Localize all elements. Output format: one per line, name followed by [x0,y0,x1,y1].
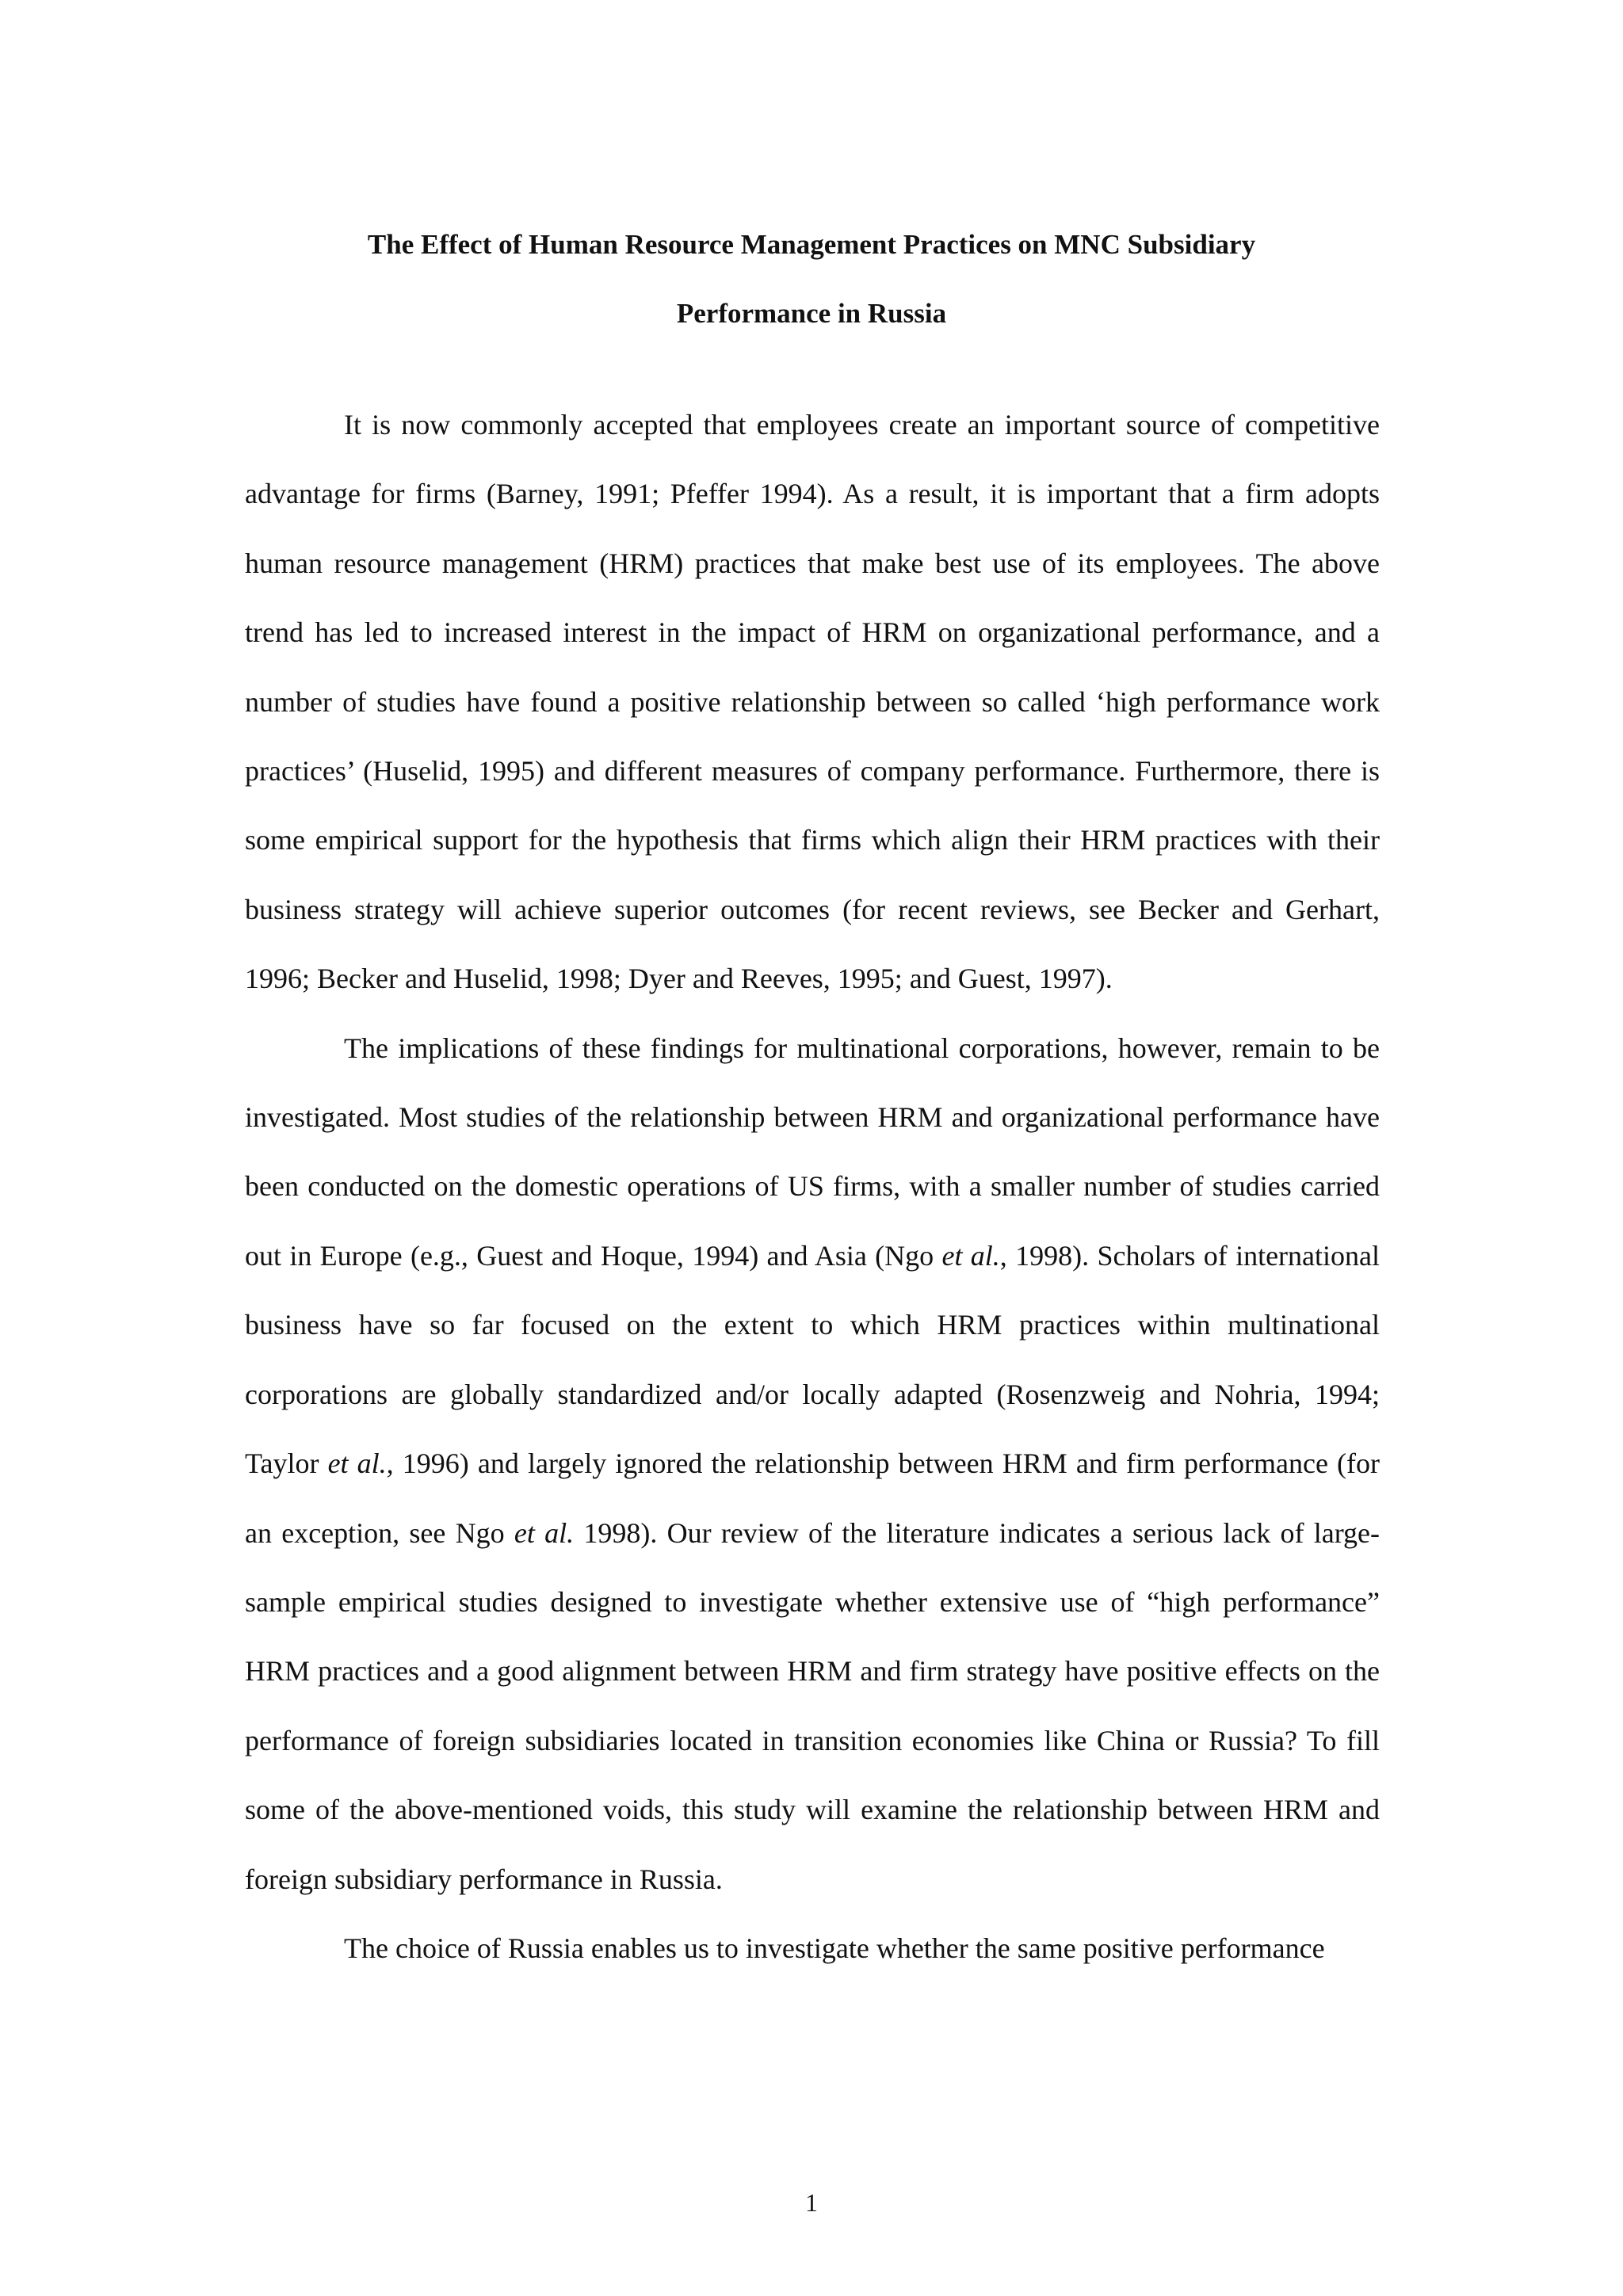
paragraph-1: It is now commonly accepted that employees create an important source of competitive advantage for firms (Barney, 1991; Pfeffer 1994). As a result, it is important that a firm adopts human resource management (HRM) practices that make best use of its employees. The above trend has led to increased interest in the impact of HRM on organizational performance, and a number of studies have found a positive relationship between so called ‘high performance work practices’ (Huselid, 1995) and different measures of company performance. Furthermore, there is some empirical support for the hypothesis that firms which align their HRM practices with their business strategy will achieve superior outcomes (for recent reviews, see Becker and Gerhart, 1996; Becker and Huselid, 1998; Dyer and Reeves, 1995; and Guest, 1997). [245,409,1380,995]
paragraph-2-text-4: 1998). Our review of the literature indicates a serious lack of large-sample empirical studies designed to investigate whether extensive use of “high performance” HRM practices and a good alignment between HRM and firm strategy have positive effects on the performance of foreign subsidiaries located in transition economies like China or Russia? To fill some of the above-mentioned voids, this study will examine the relationship between HRM and foreign subsidiary performance in Russia. [245,1516,1381,1895]
citation-et-al-1: et al. [941,1239,1000,1272]
paragraph-3: The choice of Russia enables us to investigate whether the same positive performance [344,1932,1325,1964]
citation-et-al-3: et al. [514,1516,575,1549]
paper-title-line-2: Performance in Russia [676,298,947,329]
page-number: 1 [805,2188,818,2217]
paper-title-line-1: The Effect of Human Resource Management Practices on MNC Subsidiary [367,229,1256,260]
paragraph-2-text-1: The implications of these findings for multinational corporations, however, remain to be investigated. Most studies of the relationship between HRM and organizational performance have been conducted on the domestic operations of US firms, with a smaller number of studies carried out in Europe (e.g., Guest and Hoque, 1994) and Asia (Ngo [245,1032,1380,1272]
paper-body [245,391,1380,1983]
citation-et-al-2: et al., [327,1447,394,1480]
paragraph-2 [245,1014,1380,1914]
paragraph-2-text-3: 1996) and largely ignored the relationship between HRM and firm performance (for an exception, see Ngo [245,1447,1381,1549]
paragraph-2-text-2: , 1998). Scholars of international business have so far focused on the extent to which HRM practices within multinational corporations are globally standardized and/or locally adapted (Rosenzweig and Nohria, 1994; Taylor [245,1239,1381,1480]
